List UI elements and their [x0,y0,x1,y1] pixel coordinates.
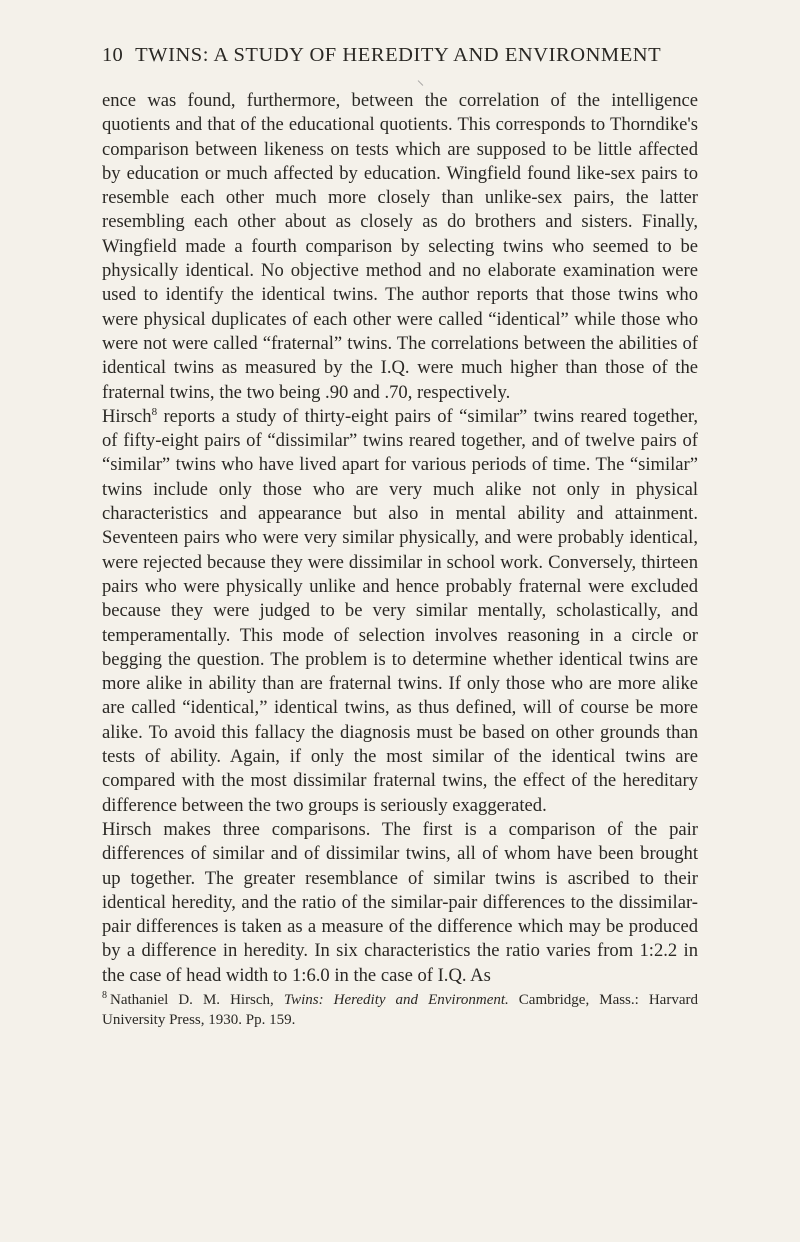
page-number: 10 [102,44,124,66]
footnote-marker: 8 [102,989,107,1001]
footnote-title: Twins: Heredity and Environment. [283,991,509,1008]
book-page [102,44,698,1031]
running-head [102,44,698,67]
hirsch-author: Hirsch [102,405,152,427]
paragraph-comparisons: Hirsch makes three comparisons. The first is a comparison of the pair differences of similar and of dissimilar twins, all of whom have been brought up together. The greater resemblance of similar twins is ascribed to their identical heredity, and the ratio of the similar-pair differences to the dissimilar-pair differences is taken as a measure of the difference which may be produced by a difference in heredity. In six characteristics the ratio varies from 1:2.2 in the case of head width to 1:6.0 in the case of I.Q. As [102,818,698,986]
footnote-before: Nathaniel D. M. Hirsch, [110,991,284,1008]
hirsch-text: reports a study of thirty-eight pairs of “similar” twins reared together, of fifty-eight pairs of “dissimilar” twins reared together, and of twelve pairs of “similar” twins who have lived apart for various periods of time. The “similar” twins include only those who are very much alike not only in physical characteristics and appearance but also in mental ability and attainment. Seventeen pairs who were very similar physically, and were probably identical, were rejected because they were dissimilar in school work. Conversely, thirteen pairs who were physically unlike and hence probably fraternal were excluded because they were judged to be very similar mentally, scholastically, and temperamentally. This mode of selection involves reasoning in a circle or begging the question. The problem is to determine whether identical twins are more alike in ability than are fraternal twins. If only those who are more alike are called “identical,” identical twins, as thus defined, will of course be more alike. To avoid this fallacy the diagnosis must be based on other grounds than tests of ability. Again, if only the most similar of the identical twins are compared with the most dissimilar fraternal twins, the effect of the hereditary difference between the two groups is seriously exaggerated. [102,405,698,816]
paragraph-hirsch [102,405,698,818]
footnote-after: Cambridge, Mass.: Harvard University Press, 1930. Pp. 159. [102,991,698,1029]
footnote [102,990,698,1031]
paragraph-continued: ence was found, furthermore, between the correlation of the intelligence quotients and that of the educational quotients. This corresponds to Thorndike's comparison between likeness on tests which are supposed to be little affected by education or much affected by education. Wingfield found like-sex pairs to resemble each other much more closely than unlike-sex pairs, the latter resembling each other about as closely as do brothers and sisters. Finally, Wingfield made a fourth comparison by selecting twins who seemed to be physically identical. No objective method and no elaborate examination were used to identify the identical twins. The author reports that those twins who were physical duplicates of each other were called “identical” while those who were not were called “fraternal” twins. The correlations between the abilities of identical twins as measured by the I.Q. were much higher than those of the fraternal twins, the two being .90 and .70, respectively. [102,90,698,403]
running-title: TWINS: A STUDY OF HEREDITY AND ENVIRONMENT [135,44,662,66]
footnote-reference[interactable]: 8 [151,405,158,418]
body-text [102,89,698,988]
